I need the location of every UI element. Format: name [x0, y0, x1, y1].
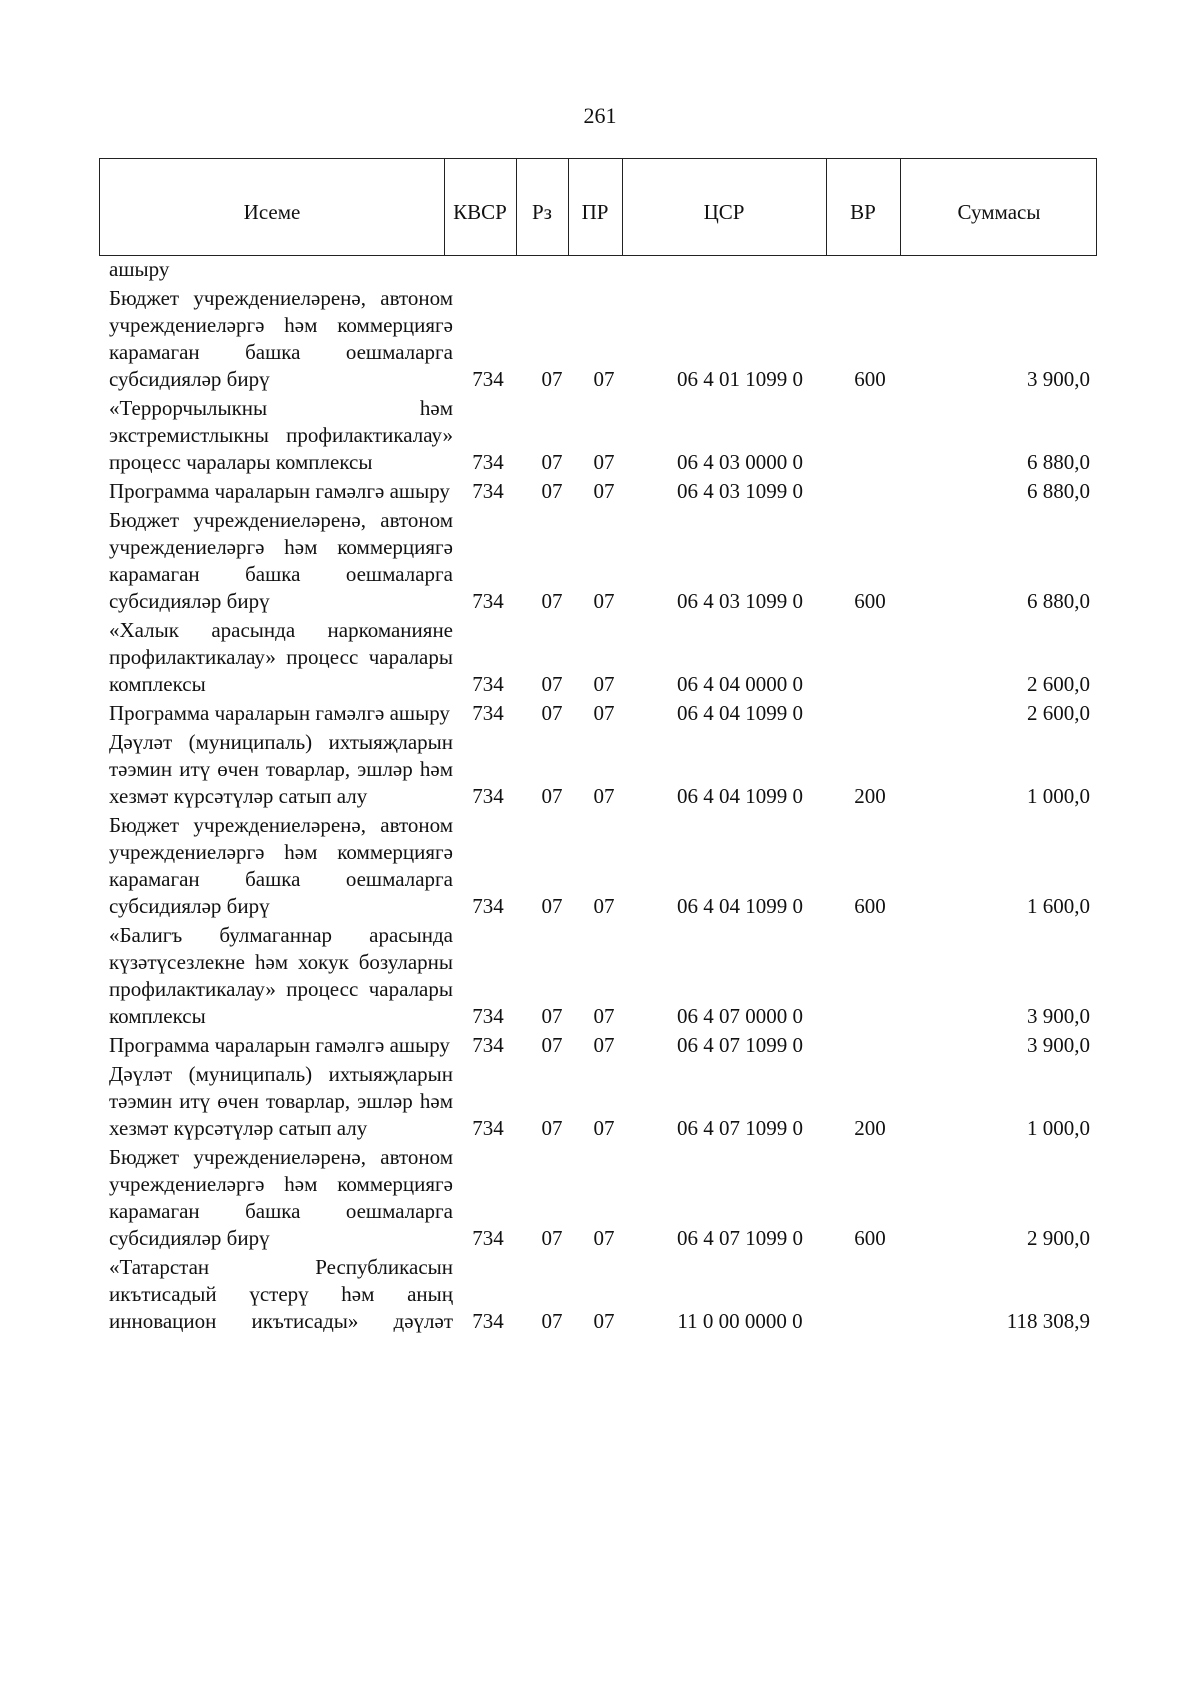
row-sum: 6 880,0 [1027, 479, 1090, 503]
row-name: Программа чараларын гамәлгә ашыру [109, 701, 450, 725]
column-header-vr: ВР [850, 200, 876, 224]
row-csr: 06 4 07 1099 0 [677, 1033, 803, 1057]
row-pr: 07 [593, 672, 615, 696]
row-sum: 1 600,0 [1027, 894, 1090, 918]
row-pr: 07 [593, 1004, 615, 1028]
row-rz: 07 [541, 1004, 563, 1028]
row-pr: 07 [593, 894, 615, 918]
column-header-name: Исеме [243, 200, 301, 224]
row-kvsr: 734 [472, 1309, 504, 1333]
row-name: «Халык арасында наркоманияне профилактикалау» процесс чаралары комплексы [109, 618, 453, 696]
row-vr: 600 [854, 367, 886, 391]
table-row [0, 1144, 1200, 1252]
table-header [99, 158, 1097, 256]
row-rz: 07 [541, 1309, 563, 1333]
row-vr: 200 [854, 1116, 886, 1140]
row-kvsr: 734 [472, 784, 504, 808]
row-rz: 07 [541, 479, 563, 503]
table-row [0, 395, 1200, 476]
row-vr: 200 [854, 784, 886, 808]
row-csr: 06 4 03 0000 0 [677, 450, 803, 474]
row-rz: 07 [541, 1033, 563, 1057]
continuation-text: ашыру [109, 257, 170, 281]
column-header-kvsr: КВСР [453, 200, 507, 224]
table-row [0, 478, 1200, 505]
row-name: Бюджет учреждениеләренә, автоном учреждениеләргә һәм коммерциягә карамаган башка оешмаларга субсидияләр бирү [109, 286, 453, 391]
row-csr: 06 4 04 1099 0 [677, 784, 803, 808]
row-vr: 600 [854, 589, 886, 613]
table-row [0, 1032, 1200, 1059]
table-row [0, 700, 1200, 727]
row-sum: 3 900,0 [1027, 1033, 1090, 1057]
row-kvsr: 734 [472, 894, 504, 918]
row-pr: 07 [593, 784, 615, 808]
row-sum: 6 880,0 [1027, 450, 1090, 474]
table-row [0, 285, 1200, 393]
row-sum: 1 000,0 [1027, 1116, 1090, 1140]
row-name: Программа чараларын гамәлгә ашыру [109, 479, 450, 503]
row-pr: 07 [593, 1226, 615, 1250]
row-rz: 07 [541, 784, 563, 808]
table-row [0, 1254, 1200, 1335]
row-vr: 600 [854, 1226, 886, 1250]
row-csr: 06 4 03 1099 0 [677, 589, 803, 613]
row-pr: 07 [593, 367, 615, 391]
table-row [0, 507, 1200, 615]
row-rz: 07 [541, 367, 563, 391]
row-csr: 06 4 07 1099 0 [677, 1226, 803, 1250]
row-pr: 07 [593, 701, 615, 725]
row-sum: 2 600,0 [1027, 672, 1090, 696]
row-name: «Балигъ булмаганнар арасында күзәтүсезлекне һәм хокук бозуларны профилактикалау» процесс чаралары комплексы [109, 923, 453, 1028]
row-name: Дәүләт (муниципаль) ихтыяҗларын тәэмин итү өчен товарлар, эшләр һәм хезмәт күрсәтүләр сатып алу [109, 730, 453, 808]
row-name: Программа чараларын гамәлгә ашыру [109, 1033, 450, 1057]
row-pr: 07 [593, 1309, 615, 1333]
table-body [0, 256, 1200, 1337]
table-row [0, 617, 1200, 698]
row-pr: 07 [593, 479, 615, 503]
row-sum: 2 600,0 [1027, 701, 1090, 725]
row-rz: 07 [541, 1116, 563, 1140]
column-header-rz: Рз [532, 200, 552, 224]
row-sum: 3 900,0 [1027, 1004, 1090, 1028]
row-kvsr: 734 [472, 1004, 504, 1028]
row-csr: 11 0 00 0000 0 [677, 1309, 803, 1333]
row-name: «Террорчылыкны һәм экстремистлыкны профилактикалау» процесс чаралары комплексы [109, 396, 453, 474]
page-number: 261 [583, 103, 617, 128]
column-header-sum: Суммасы [957, 200, 1041, 224]
row-kvsr: 734 [472, 672, 504, 696]
row-kvsr: 734 [472, 1033, 504, 1057]
row-pr: 07 [593, 1033, 615, 1057]
row-csr: 06 4 03 1099 0 [677, 479, 803, 503]
row-kvsr: 734 [472, 701, 504, 725]
row-name: Бюджет учреждениеләренә, автоном учреждениеләргә һәм коммерциягә карамаган башка оешмаларга субсидияләр бирү [109, 813, 453, 918]
row-kvsr: 734 [472, 367, 504, 391]
column-header-pr: ПР [581, 200, 609, 224]
row-csr: 06 4 04 0000 0 [677, 672, 803, 696]
row-sum: 3 900,0 [1027, 367, 1090, 391]
row-pr: 07 [593, 589, 615, 613]
table-row [0, 729, 1200, 810]
row-kvsr: 734 [472, 589, 504, 613]
row-name: «Татарстан Республикасын икътисадый үстерү һәм аның инновацион икътисады» дәүләт [109, 1255, 453, 1333]
row-rz: 07 [541, 894, 563, 918]
row-name: Дәүләт (муниципаль) ихтыяҗларын тәэмин итү өчен товарлар, эшләр һәм хезмәт күрсәтүләр сатып алу [109, 1062, 453, 1140]
row-csr: 06 4 07 1099 0 [677, 1116, 803, 1140]
row-sum: 1 000,0 [1027, 784, 1090, 808]
row-rz: 07 [541, 1226, 563, 1250]
row-rz: 07 [541, 589, 563, 613]
row-pr: 07 [593, 1116, 615, 1140]
row-kvsr: 734 [472, 479, 504, 503]
table-row [0, 812, 1200, 920]
row-csr: 06 4 01 1099 0 [677, 367, 803, 391]
table-row [0, 922, 1200, 1030]
row-name: Бюджет учреждениеләренә, автоном учреждениеләргә һәм коммерциягә карамаган башка оешмаларга субсидияләр бирү [109, 508, 453, 613]
row-vr: 600 [854, 894, 886, 918]
row-rz: 07 [541, 450, 563, 474]
row-sum: 6 880,0 [1027, 589, 1090, 613]
row-csr: 06 4 07 0000 0 [677, 1004, 803, 1028]
row-rz: 07 [541, 672, 563, 696]
row-kvsr: 734 [472, 1116, 504, 1140]
row-rz: 07 [541, 701, 563, 725]
row-sum: 2 900,0 [1027, 1226, 1090, 1250]
table-row [0, 1061, 1200, 1142]
row-name: Бюджет учреждениеләренә, автоном учреждениеләргә һәм коммерциягә карамаган башка оешмаларга субсидияләр бирү [109, 1145, 453, 1250]
row-csr: 06 4 04 1099 0 [677, 701, 803, 725]
row-pr: 07 [593, 450, 615, 474]
row-kvsr: 734 [472, 450, 504, 474]
column-header-csr: ЦСР [703, 200, 745, 224]
row-sum: 118 308,9 [1006, 1309, 1090, 1333]
row-kvsr: 734 [472, 1226, 504, 1250]
row-csr: 06 4 04 1099 0 [677, 894, 803, 918]
